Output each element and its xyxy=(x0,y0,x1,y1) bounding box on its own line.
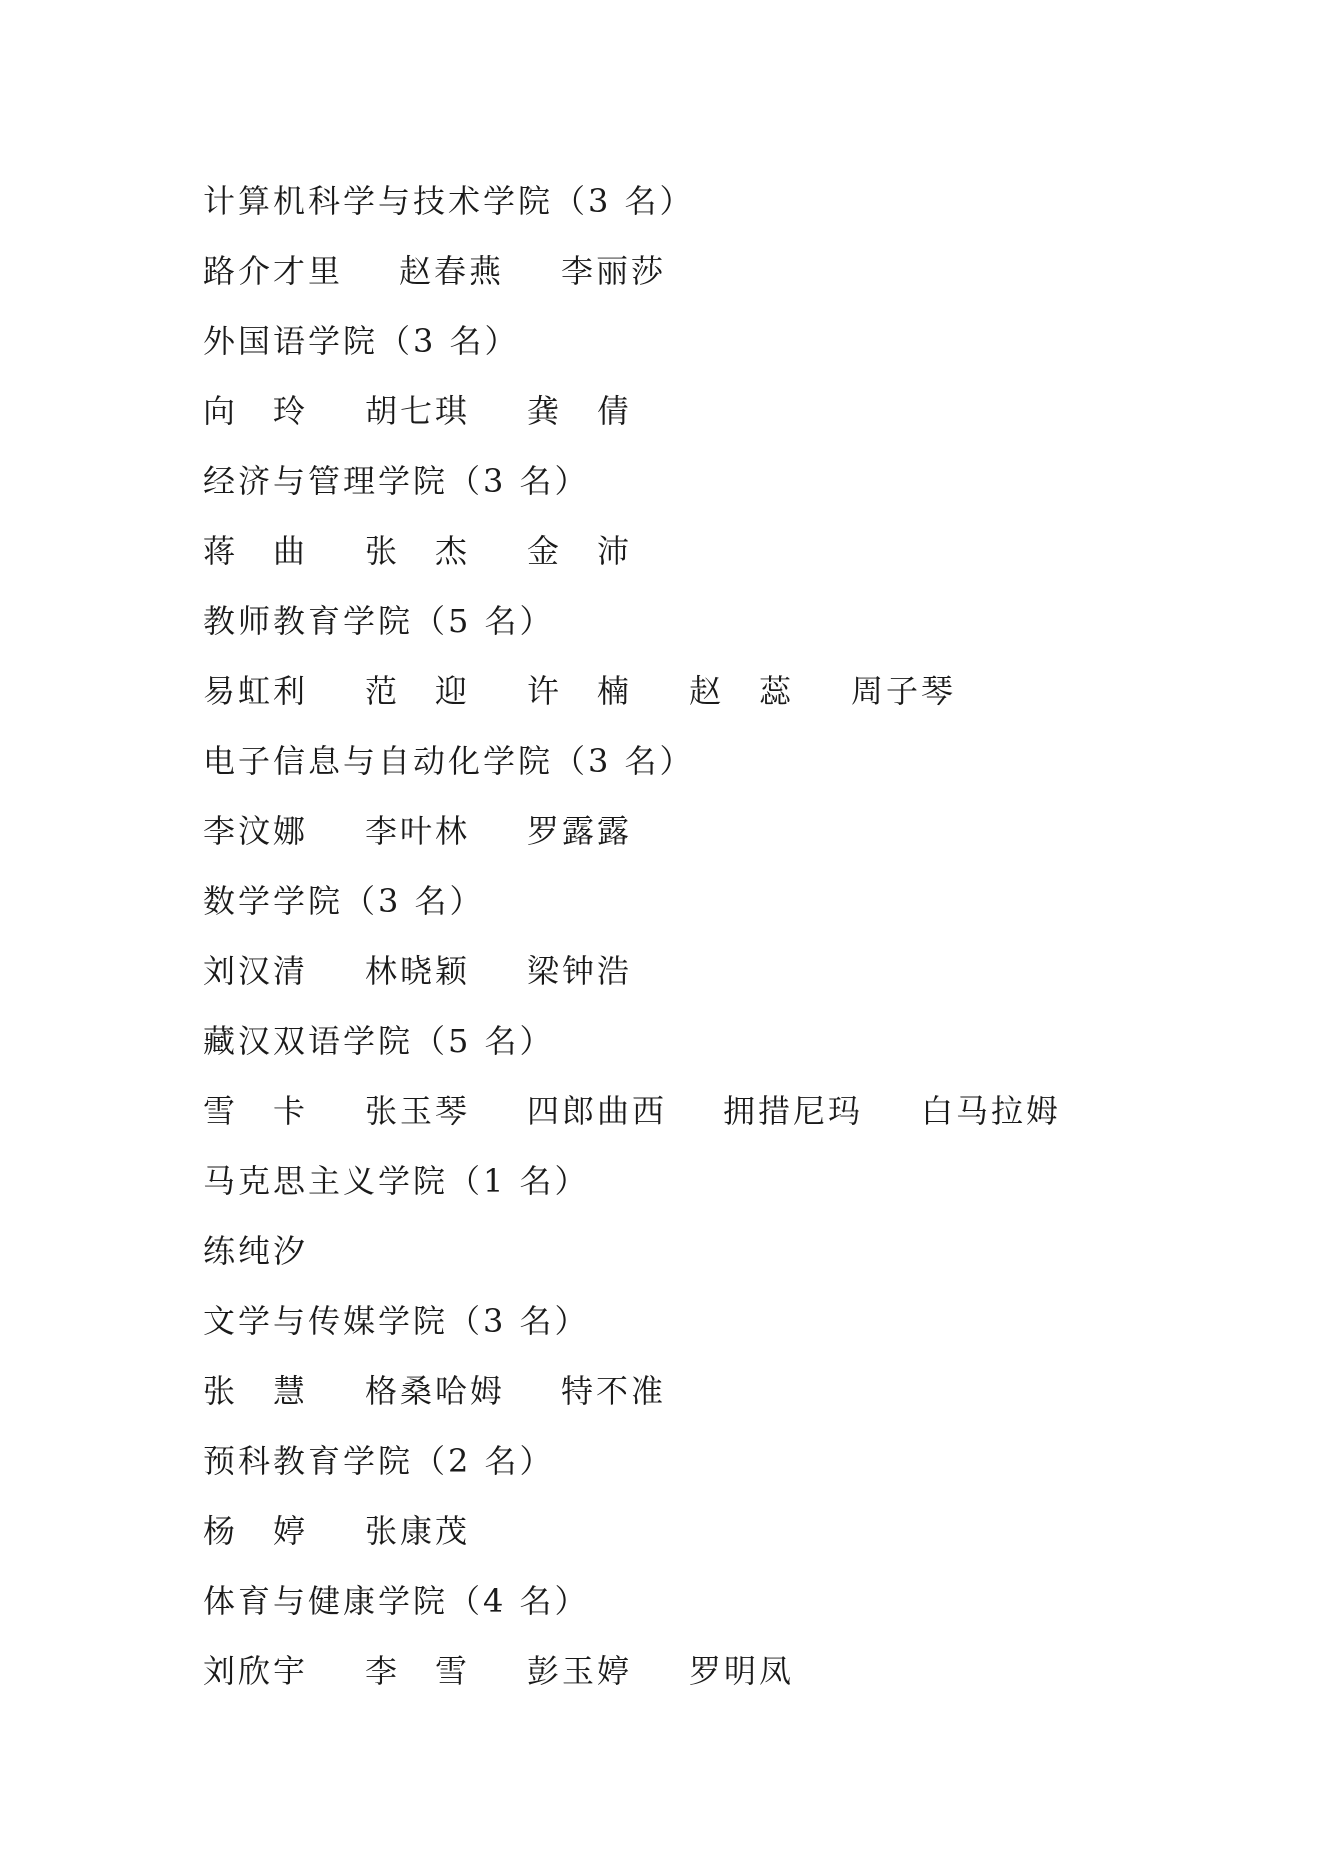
student-name: 林晓颖 xyxy=(365,952,471,990)
student-name: 刘欣宇 xyxy=(203,1652,309,1690)
student-name: 特不准 xyxy=(561,1372,667,1410)
student-name: 龚 倩 xyxy=(527,392,633,430)
section-heading: 电子信息与自动化学院（3 名） xyxy=(203,742,695,780)
name-row xyxy=(203,236,1163,306)
name-row xyxy=(203,1636,1163,1706)
student-name: 赵 蕊 xyxy=(689,672,795,710)
section-heading: 藏汉双语学院（5 名） xyxy=(203,1022,555,1060)
student-name: 范 迎 xyxy=(365,672,471,710)
name-row xyxy=(203,656,1163,726)
student-name: 张 慧 xyxy=(203,1372,309,1410)
name-row xyxy=(203,1496,1163,1566)
name-row xyxy=(203,1216,1163,1286)
student-name: 罗露露 xyxy=(527,812,633,850)
student-name: 李 雪 xyxy=(365,1652,471,1690)
student-name: 周子琴 xyxy=(851,672,957,710)
student-name: 李丽莎 xyxy=(561,252,667,290)
section-heading: 文学与传媒学院（3 名） xyxy=(203,1302,590,1340)
student-name: 向 玲 xyxy=(203,392,309,430)
student-name: 四郎曲西 xyxy=(527,1092,668,1130)
section-heading: 马克思主义学院（1 名） xyxy=(203,1162,590,1200)
student-name: 易虹利 xyxy=(203,672,309,710)
section-heading: 预科教育学院（2 名） xyxy=(203,1442,555,1480)
section-heading: 经济与管理学院（3 名） xyxy=(203,462,590,500)
name-row xyxy=(203,376,1163,446)
student-name: 张康茂 xyxy=(365,1512,471,1550)
student-name: 杨 婷 xyxy=(203,1512,309,1550)
student-name: 胡七琪 xyxy=(365,392,471,430)
student-name: 梁钟浩 xyxy=(527,952,633,990)
student-name: 赵春燕 xyxy=(399,252,505,290)
student-name: 路介才里 xyxy=(203,252,344,290)
student-name: 刘汉清 xyxy=(203,952,309,990)
section-heading: 计算机科学与技术学院（3 名） xyxy=(203,182,695,220)
student-name: 张玉琴 xyxy=(365,1092,471,1130)
student-name: 金 沛 xyxy=(527,532,633,570)
student-name: 蒋 曲 xyxy=(203,532,309,570)
student-name: 雪 卡 xyxy=(203,1092,309,1130)
section-heading: 外国语学院（3 名） xyxy=(203,322,520,360)
student-name: 罗明凤 xyxy=(689,1652,795,1690)
name-row xyxy=(203,936,1163,1006)
name-row xyxy=(203,796,1163,866)
name-row xyxy=(203,1356,1163,1426)
student-name: 李汶娜 xyxy=(203,812,309,850)
student-name: 白马拉姆 xyxy=(921,1092,1062,1130)
section-heading: 数学学院（3 名） xyxy=(203,882,485,920)
award-list xyxy=(203,166,1163,1706)
student-name: 拥措尼玛 xyxy=(723,1092,864,1130)
student-name: 练纯汐 xyxy=(203,1232,309,1270)
student-name: 格桑哈姆 xyxy=(365,1372,506,1410)
student-name: 张 杰 xyxy=(365,532,471,570)
name-row xyxy=(203,516,1163,586)
student-name: 彭玉婷 xyxy=(527,1652,633,1690)
name-row xyxy=(203,1076,1163,1146)
student-name: 许 楠 xyxy=(527,672,633,710)
student-name: 李叶林 xyxy=(365,812,471,850)
section-heading: 教师教育学院（5 名） xyxy=(203,602,555,640)
section-heading: 体育与健康学院（4 名） xyxy=(203,1582,590,1620)
